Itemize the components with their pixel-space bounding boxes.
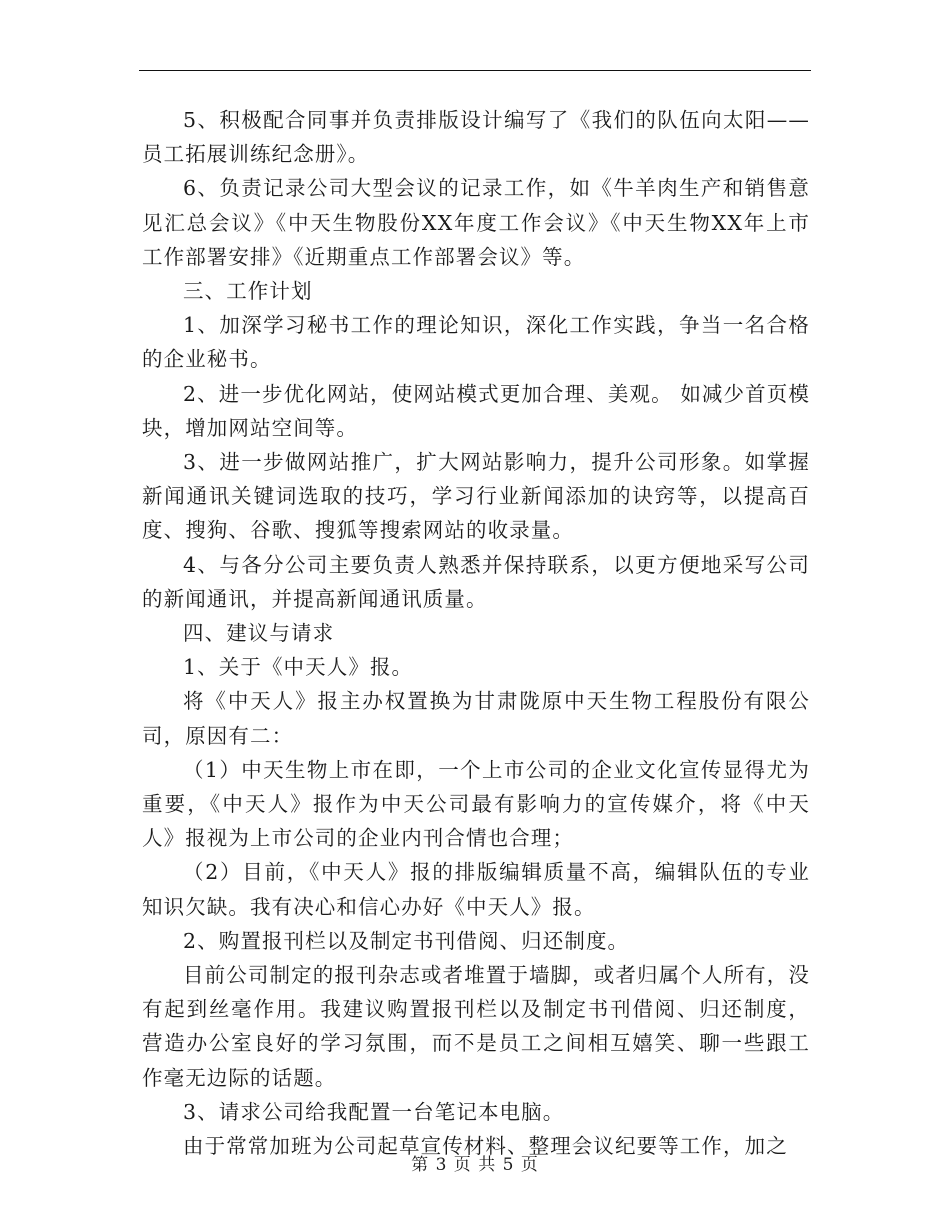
page-number: 第 3 页 共 5 页	[411, 1155, 539, 1175]
paragraph: 2、进一步优化网站，使网站模式更加合理、美观。 如减少首页模块，增加网站空间等。	[142, 381, 810, 440]
paragraph: 3、进一步做网站推广，扩大网站影响力，提升公司形象。如掌握新闻通讯关键词选取的技巧，学习行业新闻添加的诀窍等，以提高百度、搜狗、谷歌、搜狐等搜索网站的收录量。	[142, 450, 810, 543]
document-body	[142, 103, 810, 1163]
paragraph: 由于常常加班为公司起草宣传材料、整理会议纪要等工作，加之	[183, 1134, 788, 1159]
paragraph: （1）中天生物上市在即，一个上市公司的企业文化宣传显得尤为重要，《中天人》报作为中天公司最有影响力的宣传媒介，将《中天人》报视为上市公司的企业内刊合情也合理；	[142, 757, 810, 851]
section-heading: 四、建议与请求	[183, 621, 335, 646]
paragraph: 2、购置报刊栏以及制定书刊借阅、归还制度。	[183, 928, 630, 953]
paragraph: 6、负责记录公司大型会议的记录工作，如《牛羊肉生产和销售意见汇总会议》《中天生物股份XX年度工作会议》《中天生物XX年上市工作部署安排》《近期重点工作部署会议》等。	[142, 176, 810, 269]
paragraph: （2）目前，《中天人》报的排版编辑质量不高，编辑队伍的专业知识欠缺。我有决心和信心办好《中天人》报。	[142, 860, 810, 919]
header-rule	[139, 70, 811, 71]
paragraph: 1、加深学习秘书工作的理论知识，深化工作实践，争当一名合格的企业秘书。	[142, 313, 810, 372]
paragraph: 3、请求公司给我配置一台笔记本电脑。	[183, 1099, 565, 1124]
paragraph: 5、积极配合同事并负责排版设计编写了《我们的队伍向太阳——员工拓展训练纪念册》。	[142, 108, 810, 167]
section-heading: 三、工作计划	[183, 279, 313, 304]
paragraph: 将《中天人》报主办权置换为甘肃陇原中天生物工程股份有限公司，原因有二：	[142, 689, 810, 748]
paragraph: 1、关于《中天人》报。	[183, 655, 414, 680]
paragraph: 目前公司制定的报刊杂志或者堆置于墙脚，或者归属个人所有，没有起到丝毫作用。我建议购置报刊栏以及制定书刊借阅、归还制度，营造办公室良好的学习氛围，而不是员工之间相互嬉笑、聊一些跟工作毫无边际的话题。	[142, 963, 810, 1090]
paragraph: 4、与各分公司主要负责人熟悉并保持联系，以更方便地采写公司的新闻通讯，并提高新闻通讯质量。	[142, 552, 810, 611]
